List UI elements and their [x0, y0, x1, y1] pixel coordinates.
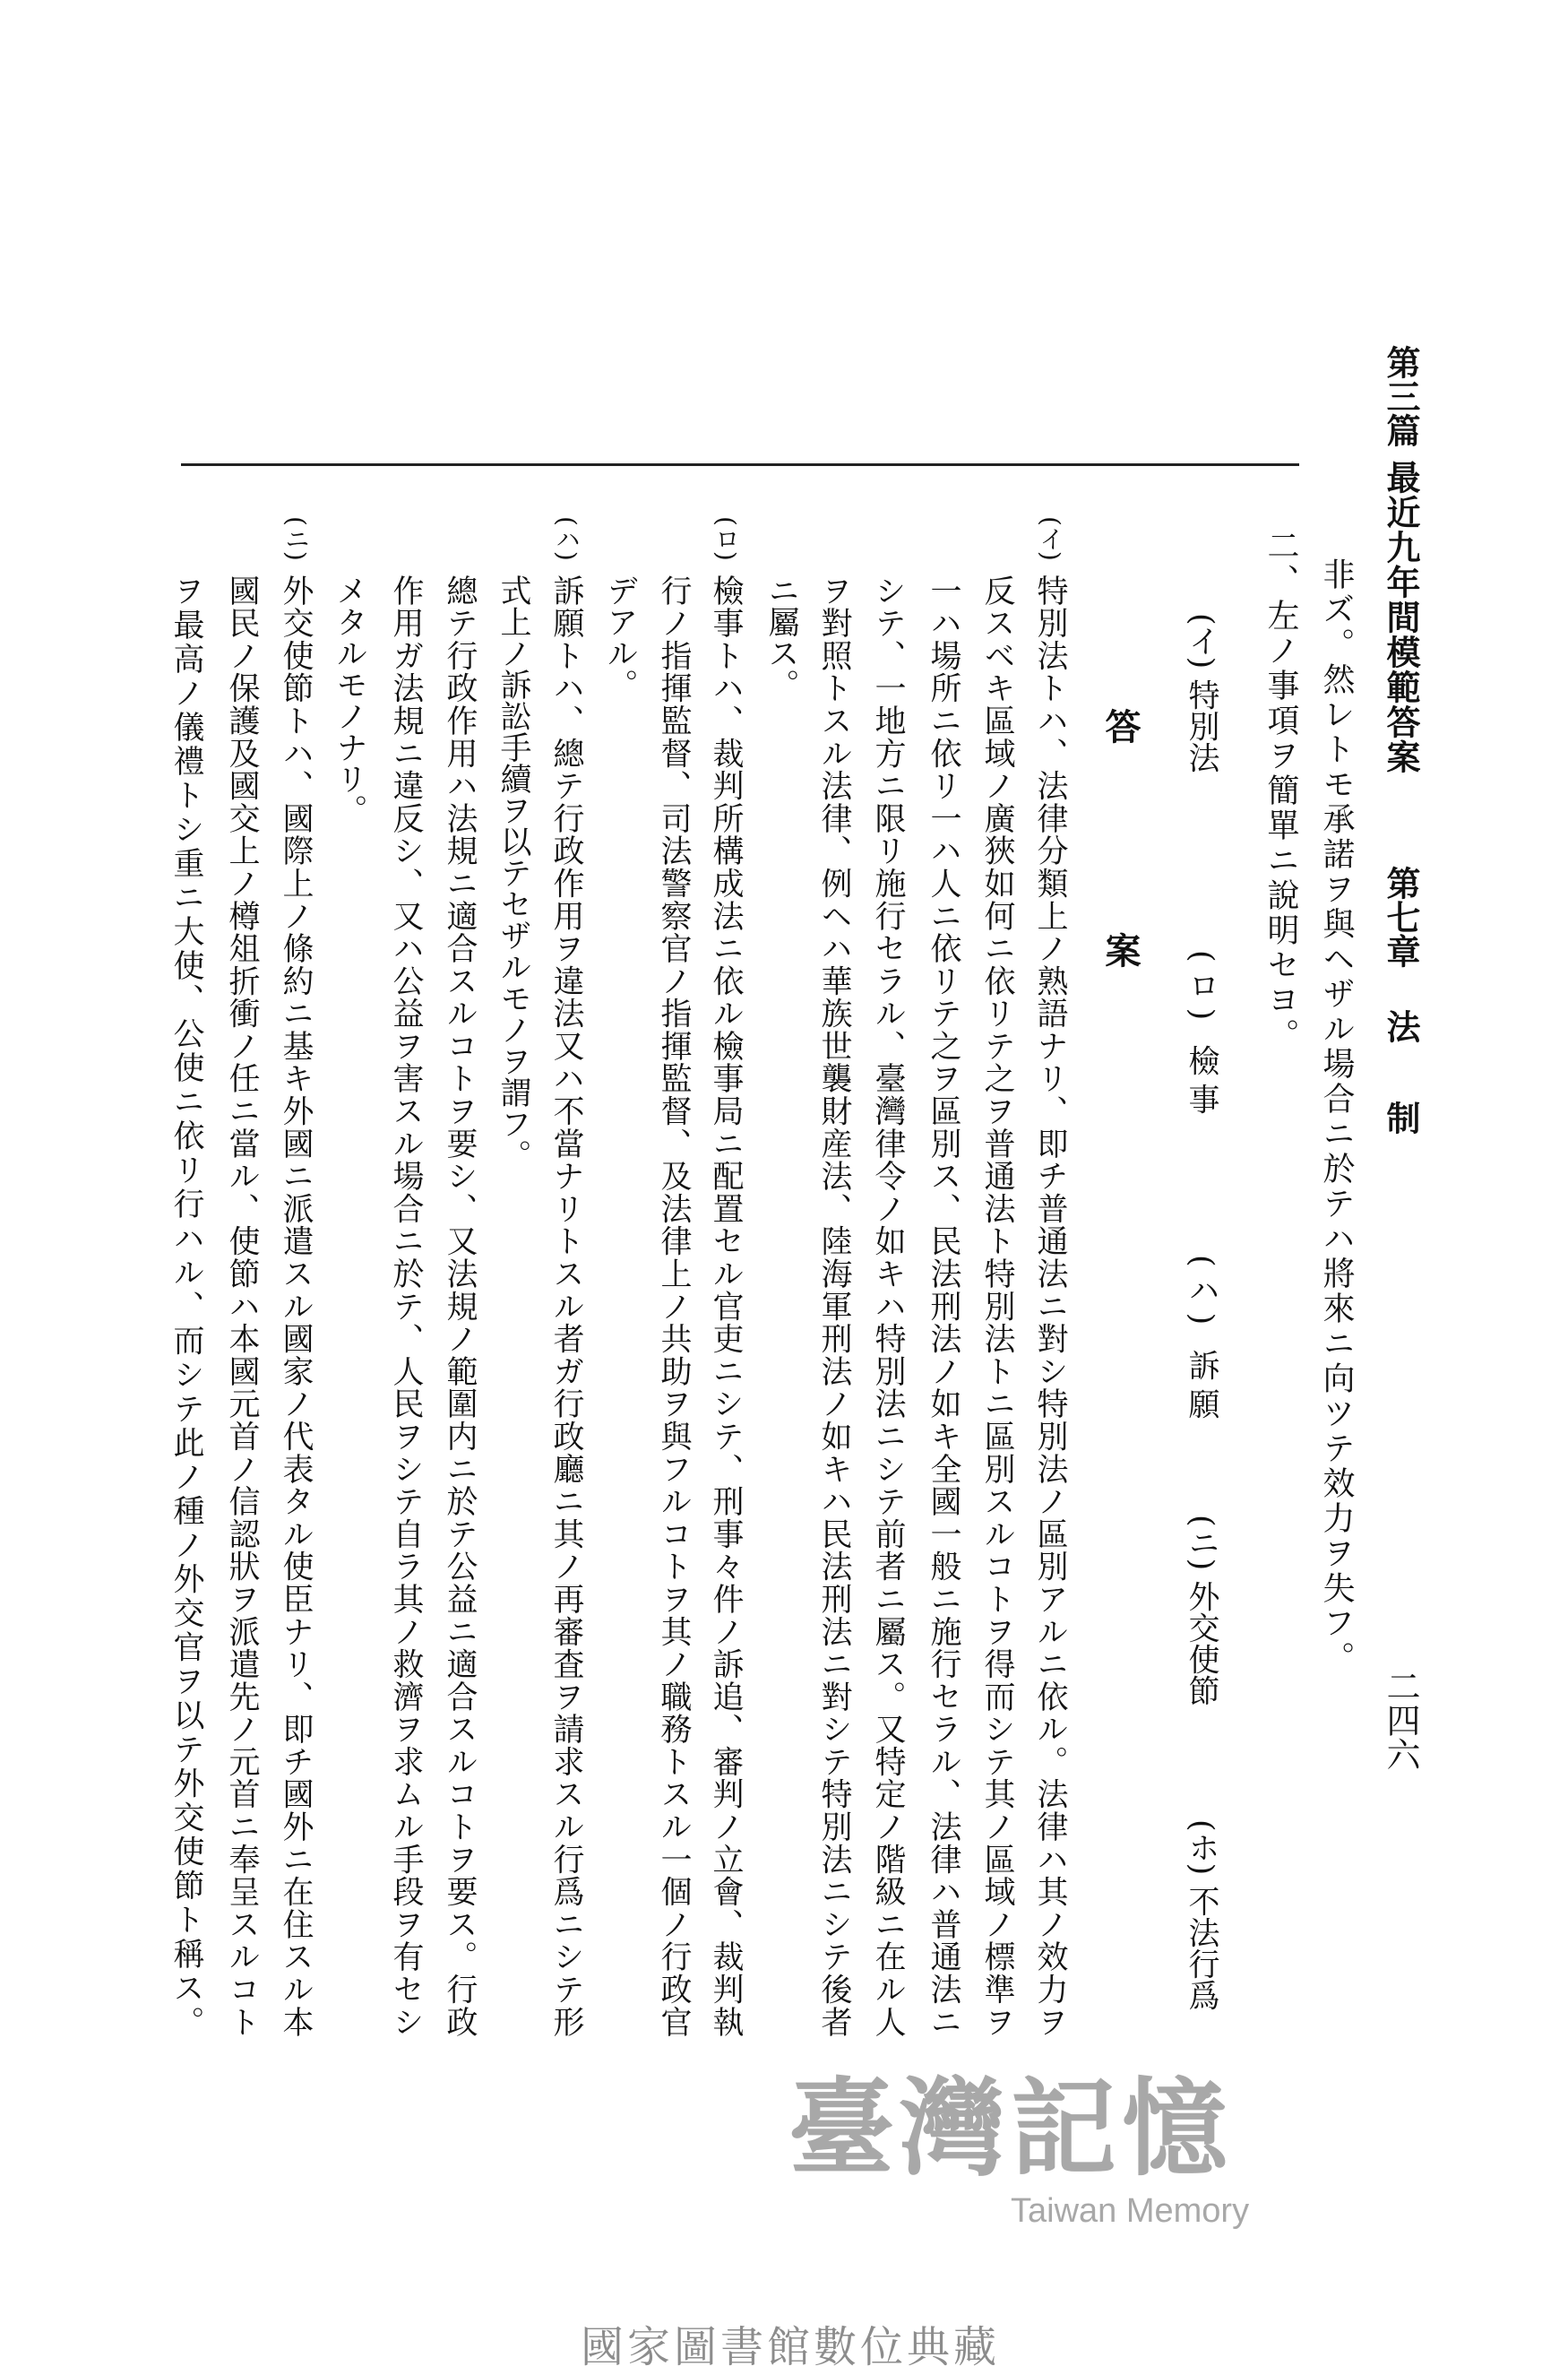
section-marker: (ロ) [711, 516, 741, 561]
answer-heading-2: 案 [1099, 932, 1142, 968]
text-column: 行ノ指揮監督、司法警察官ノ指揮監督、及法律上ノ共助ヲ與フルコトヲ其ノ職務トスル一個ノ行政官 [656, 574, 692, 2037]
carryover-line: 非ズ。然レトモ承諾ヲ與ヘザル場合ニ於テハ將來ニ向ツテ效力ヲ失フ。 [1318, 557, 1355, 1676]
section-marker: (ニ) [281, 516, 311, 561]
text-column: 外交使節トハ、國際上ノ條約ニ基キ外國ニ派遣スル國家ノ代表タル使臣ナリ、即チ國外ニ在住スル本 [278, 574, 314, 2037]
text-column: 訴願トハ、總テ行政作用ヲ違法又ハ不當ナリトスル者ガ行政廳ニ其ノ再審査ヲ請求スル行爲ニシテ形 [548, 574, 584, 2037]
text-column: 總テ行政作用ハ法規ニ適合スルコトヲ要シ、又法規ノ範圍内ニ於テ公益ニ適合スルコトヲ要ス。行政 [442, 574, 478, 2037]
text-column: デアル。 [602, 574, 638, 700]
text-column: ヲ最高ノ儀禮トシ重ニ大使、公使ニ依リ行ハル、而シテ此ノ種ノ外交官ヲ以テ外交使節ト稱ス。 [168, 574, 204, 2037]
item-term: 外交使節 [1184, 1580, 1219, 1706]
question-item [1179, 1255, 1224, 1426]
text-column: 檢事トハ、裁判所構成法ニ依ル檢事局ニ配置セル官吏ニシテ、刑事々件ノ訴追、審判ノ立會、裁判執 [708, 574, 744, 2037]
text-column: ニ屬ス。 [763, 574, 799, 700]
item-term: 訴願 [1184, 1349, 1219, 1427]
subject-char-1: 法 [1381, 1009, 1421, 1043]
part-label: 第三篇 [1381, 345, 1421, 447]
item-marker: (ニ) [1184, 1515, 1219, 1571]
item-marker: (ロ) [1184, 950, 1219, 1028]
item-term: 特別法 [1184, 678, 1219, 773]
question-item [1179, 613, 1224, 773]
question-prompt: 二、左ノ事項ヲ簡單ニ說明セヨ。 [1262, 529, 1299, 1053]
question-item [1179, 950, 1224, 1121]
chapter-label: 第七章 [1381, 866, 1421, 968]
text-column: シテ、一地方ニ限リ施行セラル、臺灣律令ノ如キハ特別法ニシテ前者ニ屬ス。又特定ノ階級ニ在ル人 [870, 574, 906, 2037]
watermark-text: Taiwan Memory [1011, 2192, 1250, 2230]
page-number: 二四六 [1381, 1669, 1420, 1771]
item-term: 不法行爲 [1184, 1885, 1219, 2011]
text-column: 式上ノ訴訟手續ヲ以テセザルモノヲ謂フ。 [495, 574, 531, 1170]
text-column: 特別法トハ、法律分類上ノ熟語ナリ、即チ普通法ニ對シ特別法ノ區別アルニ依ル。法律ハ其ノ效力ヲ [1032, 574, 1068, 2037]
header-rule [181, 463, 1299, 466]
item-marker: (イ) [1184, 613, 1219, 669]
answer-heading-1: 答 [1099, 708, 1142, 744]
text-column: メタルモノナリ。 [332, 574, 367, 825]
text-column: 一ハ場所ニ依リ一ハ人ニ依リテ之ヲ區別ス、民法刑法ノ如キ全國一般ニ施行セラル、法律ハ普通法ニ [926, 574, 961, 2037]
text-column: 作用ガ法規ニ違反シ、又ハ公益ヲ害スル場合ニ於テ、人民ヲシテ自ラ其ノ救濟ヲ求ムル手段ヲ有セシ [388, 574, 424, 2037]
item-marker: (ハ) [1184, 1255, 1219, 1333]
item-term: 檢事 [1184, 1044, 1219, 1122]
section-marker: (ハ) [552, 516, 582, 561]
question-item [1179, 1819, 1224, 2010]
text-column: 反スベキ區域ノ廣狹如何ニ依リテ之ヲ普通法ト特別法トニ區別スルコトヲ得而シテ其ノ區域ノ標準ヲ [979, 574, 1015, 2037]
footer-credit: 國家圖書館數位典藏 [581, 2322, 1001, 2372]
section-marker: (イ) [1036, 516, 1065, 561]
subject-char-2: 制 [1381, 1101, 1421, 1135]
book-title: 最近九年間模範答案 [1381, 460, 1421, 774]
watermark-logo: 臺灣記憶 [788, 2066, 1234, 2190]
text-column: 國民ノ保護及國交上ノ樽俎折衝ノ任ニ當ル、使節ハ本國元首ノ信認狀ヲ派遣先ノ元首ニ奉呈スルコト [224, 574, 260, 2037]
text-column: ヲ對照トスル法律、例ヘハ華族世襲財産法、陸海軍刑法ノ如キハ民法刑法ニ對シテ特別法ニシテ後者 [816, 574, 852, 2037]
question-item [1179, 1515, 1224, 1706]
item-marker: (ホ) [1184, 1819, 1219, 1876]
